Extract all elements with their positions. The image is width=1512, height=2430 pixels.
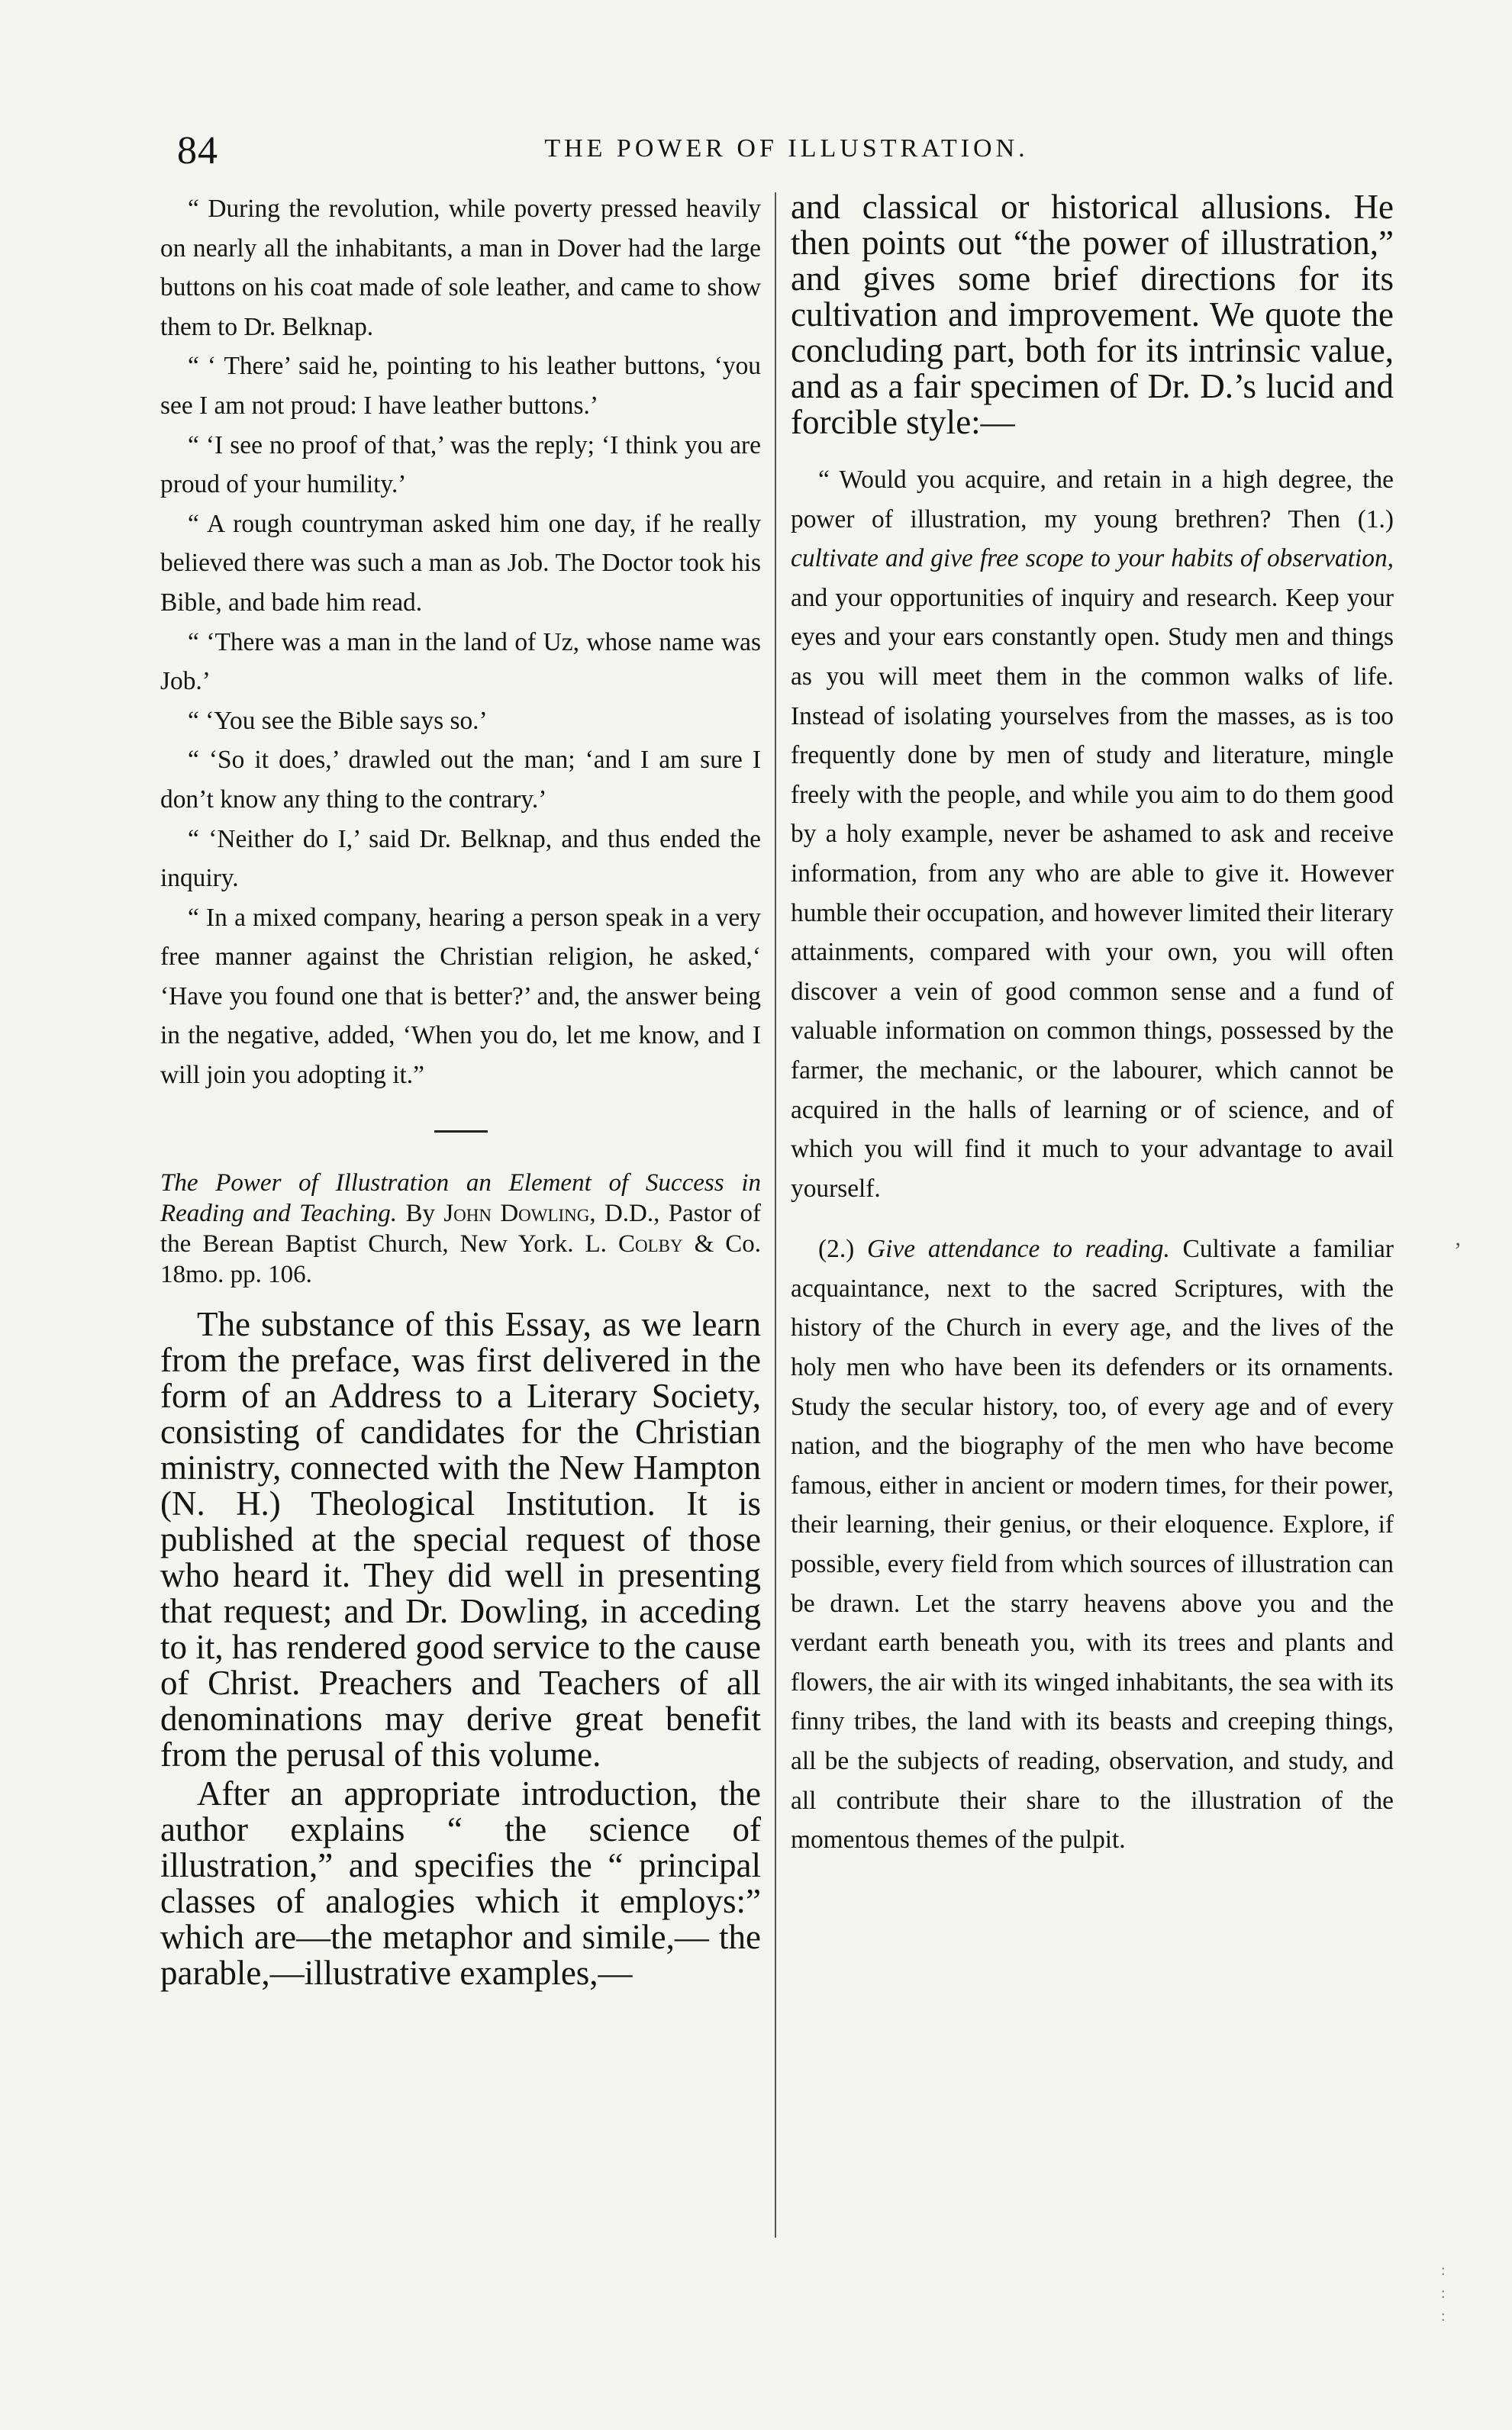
edge-dots: : : :: [1441, 2262, 1446, 2325]
anecdote-paragraph: “ In a mixed company, hearing a person speak in a very free manner against the Christian religion, he asked,‘ ‘Have you found one that is better?’ and, the answer being in the negative, added, ‘When you do, let me know, and I will join you adopting it.”: [160, 903, 761, 1090]
anecdote-paragraph: “ ‘There was a man in the land of Uz, whose name was Job.’: [160, 627, 761, 696]
anecdote-paragraph: “ ‘You see the Bible says so.’: [188, 706, 488, 735]
quote-text: “ Would you acquire, and retain in a high degree, the power of illustration, my young brethren? Then (1.): [791, 466, 1394, 533]
anecdote-paragraph: “ ‘I see no proof of that,’ was the reply; ‘I think you are proud of your humility.’: [160, 430, 761, 499]
page-number: 84: [177, 129, 218, 172]
review-author-details: , D.D., Pastor of the Berean Baptist Church, New York. L.: [160, 1199, 762, 1258]
anecdote-paragraph: “ During the revolution, while poverty pressed heavily on nearly all the inhabitants, a man in Dover had the large buttons on his coat made of sole leather, and came to show them to Dr. Belknap.: [160, 195, 761, 341]
anecdote-paragraph: “ A rough countryman asked him one day, if he really believed there was such a man as Job. The Doctor took his Bible, and bade him read.: [160, 509, 761, 617]
quote-text: Cultivate a familiar acquaintance, next to the sacred Scriptures, with the history of the Church in every age, and the lives of the holy men who have been its defenders or its ornaments. Study the secular history, too, of every age and of every nation, and the biography of the men who have become famous, either in ancient or modern times, for their power, their learning, their genius, or their eloquence. Explore, if possible, every field from which sources of illustration can be drawn. Let the starry heavens above you and the verdant earth beneath you, with its trees and plants and flowers, the air with its winged inhabitants, the sea with its finny tribes, the land with its beasts and creeping things, all be the subjects of reading, observation, and study, and all contribute their share to the illustration of the momentous themes of the pulpit.: [791, 1235, 1394, 1855]
review-publication-details: & Co. 18mo. pp. 106.: [160, 1230, 762, 1288]
anecdote-block: [160, 189, 761, 1095]
quote-text: and your opportunities of inquiry and research. Keep your eyes and your ears constantly open. Study men and things as you will meet them in the common walks of life. Instead of isolating yourselves from the masses, as is too frequently done by men of study and literature, mingle freely with the people, and while you aim to do them good by a holy example, never be ashamed to ask and receive information, from any who are able to give it. However humble their occupation, and however limited their literary attainments, compared with your own, you will often discover a vein of good common sense and a fund of valuable information on common things, possessed by the farmer, the mechanic, or the labourer, which cannot be acquired in the halls of learning or of science, and of which you will find it much to your advantage to avail yourself.: [791, 583, 1394, 1203]
quote-emphasis: Give attendance to reading.: [867, 1235, 1170, 1264]
running-head: THE POWER OF ILLUSTRATION.: [544, 134, 1029, 163]
review-paragraph: and classical or historical allusions. He then points out “the power of illustration,” and gives some brief directions for its cultivation and improvement. We quote the concluding part, both for its intrinsic value, and as a fair specimen of Dr. D.’s lucid and forcible style:—: [791, 188, 1394, 441]
review-publisher: Colby: [617, 1230, 683, 1258]
section-divider-dash: [434, 1130, 488, 1133]
quote-paragraph: [791, 1230, 1394, 1860]
review-body: [160, 1304, 761, 1992]
review-paragraph: The substance of this Essay, as we learn from the preface, was first delivered in the form of an Address to a Literary Society, consisting of candidates for the Christian ministry, connected with the New Hampton (N. H.) Theological Institution. It is published at the special request of those who heard it. They did well in presenting that request; and Dr. Dowling, in acceding to it, has rendered good service to the cause of Christ. Preachers and Teachers of all denominations may derive great benefit from the perusal of this volume.: [160, 1304, 761, 1774]
review-by: By: [405, 1199, 435, 1227]
right-column: [791, 189, 1394, 1860]
margin-mark: ’: [1454, 1238, 1462, 1263]
quote-text: (2.): [818, 1235, 868, 1264]
anecdote-paragraph: “ ‘Neither do I,’ said Dr. Belknap, and thus ended the inquiry.: [160, 824, 761, 893]
column-divider: [775, 192, 776, 2238]
anecdote-paragraph: “ ‘So it does,’ drawled out the man; ‘and I am sure I don’t know any thing to the contrary.’: [160, 746, 761, 814]
quote-paragraph: [791, 460, 1394, 1208]
review-book-title: The Power of Illustration an Element of Success in Reading and Teaching.: [160, 1168, 761, 1227]
review-heading: [160, 1168, 761, 1290]
anecdote-paragraph: “ ‘ There’ said he, pointing to his leather buttons, ‘you see I am not proud: I have leather buttons.’: [160, 352, 761, 420]
review-author: John Dowling: [443, 1199, 590, 1227]
review-paragraph: After an appropriate introduction, the author explains “ the science of illustration,” and specifies the “ principal classes of analogies which it employs:” which are—the metaphor and simile,— the parable,—illustrative examples,—: [160, 1774, 761, 1992]
quote-emphasis: cultivate and give free scope to your habits of observation,: [791, 544, 1394, 573]
left-column: [160, 189, 761, 1991]
quoted-extract: [791, 460, 1394, 1860]
review-continuation: [791, 189, 1394, 440]
